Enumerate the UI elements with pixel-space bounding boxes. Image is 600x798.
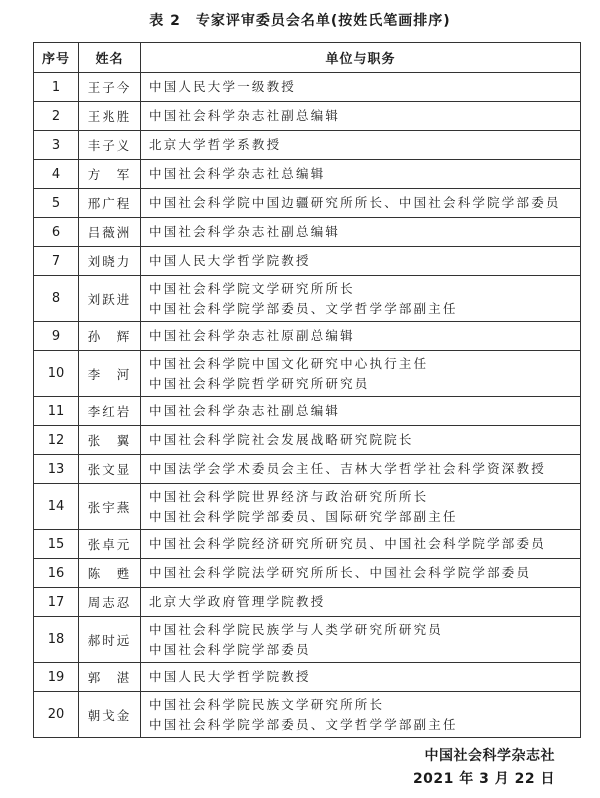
table-row xyxy=(34,351,581,397)
affiliation-line: 中国社会科学杂志社副总编辑 xyxy=(149,224,341,239)
table-row xyxy=(34,276,581,322)
table-row xyxy=(34,617,581,663)
expert-name: 张宇燕 xyxy=(79,484,141,530)
expert-name: 孙 辉 xyxy=(79,322,141,351)
table-row xyxy=(34,322,581,351)
affiliation-cell xyxy=(141,484,581,530)
affiliation-line: 中国社会科学院学部委员、国际研究学部副主任 xyxy=(149,508,458,524)
affiliation-cell xyxy=(141,588,581,617)
header-name: 姓名 xyxy=(79,43,141,73)
affiliation-line: 中国社会科学院文学研究所所长 xyxy=(149,280,355,296)
row-number: 1 xyxy=(34,73,79,102)
expert-name: 张 翼 xyxy=(79,426,141,455)
row-number: 20 xyxy=(34,692,79,738)
affiliation-line: 中国社会科学院中国文化研究中心执行主任 xyxy=(149,355,429,371)
row-number: 9 xyxy=(34,322,79,351)
row-number: 3 xyxy=(34,131,79,160)
footer-publisher: 中国社会科学杂志社 xyxy=(424,748,555,764)
row-number: 11 xyxy=(34,397,79,426)
table-row xyxy=(34,247,581,276)
header-affiliation: 单位与职务 xyxy=(141,43,581,73)
affiliation-cell xyxy=(141,247,581,276)
row-number: 7 xyxy=(34,247,79,276)
affiliation-cell xyxy=(141,218,581,247)
row-number: 17 xyxy=(34,588,79,617)
affiliation-line: 中国社会科学院哲学研究所研究员 xyxy=(149,375,370,391)
table-row xyxy=(34,455,581,484)
footer-date: 2021 年 3 月 22 日 xyxy=(412,771,555,787)
affiliation-cell xyxy=(141,426,581,455)
expert-name: 张卓元 xyxy=(79,530,141,559)
expert-name: 吕薇洲 xyxy=(79,218,141,247)
row-number: 12 xyxy=(34,426,79,455)
expert-name: 周志忍 xyxy=(79,588,141,617)
table-row xyxy=(34,218,581,247)
table-row xyxy=(34,484,581,530)
affiliation-line: 中国社会科学院法学研究所所长、中国社会科学院学部委员 xyxy=(149,565,532,580)
row-number: 4 xyxy=(34,160,79,189)
row-number: 14 xyxy=(34,484,79,530)
row-number: 16 xyxy=(34,559,79,588)
table-title: 表 2 专家评审委员会名单(按姓氏笔画排序) xyxy=(149,13,451,29)
table-row xyxy=(34,131,581,160)
affiliation-cell xyxy=(141,73,581,102)
affiliation-cell xyxy=(141,397,581,426)
affiliation-line: 中国法学会学术委员会主任、吉林大学哲学社会科学资深教授 xyxy=(149,461,546,476)
table-row xyxy=(34,426,581,455)
table-row xyxy=(34,160,581,189)
affiliation-cell xyxy=(141,559,581,588)
affiliation-line: 中国社会科学院学部委员、文学哲学学部副主任 xyxy=(149,300,458,316)
table-row xyxy=(34,102,581,131)
expert-name: 郝时远 xyxy=(79,617,141,663)
row-number: 15 xyxy=(34,530,79,559)
affiliation-line: 中国社会科学杂志社副总编辑 xyxy=(149,108,341,123)
affiliation-cell xyxy=(141,160,581,189)
affiliation-line: 中国人民大学一级教授 xyxy=(149,79,297,94)
expert-name: 丰子义 xyxy=(79,131,141,160)
affiliation-line: 中国社会科学院学部委员 xyxy=(149,641,311,657)
affiliation-line: 中国社会科学院中国边疆研究所所长、中国社会科学院学部委员 xyxy=(149,195,561,210)
affiliation-cell xyxy=(141,692,581,738)
affiliation-line: 中国社会科学院世界经济与政治研究所所长 xyxy=(149,488,429,504)
affiliation-cell xyxy=(141,189,581,218)
table-row xyxy=(34,559,581,588)
expert-name: 朝戈金 xyxy=(79,692,141,738)
expert-name: 张文显 xyxy=(79,455,141,484)
affiliation-line: 中国社会科学院民族文学研究所所长 xyxy=(149,696,385,712)
row-number: 6 xyxy=(34,218,79,247)
row-number: 5 xyxy=(34,189,79,218)
expert-name: 王兆胜 xyxy=(79,102,141,131)
affiliation-cell xyxy=(141,455,581,484)
expert-committee-table xyxy=(33,42,581,738)
affiliation-line: 中国社会科学院社会发展战略研究院院长 xyxy=(149,432,414,447)
table-row xyxy=(34,588,581,617)
affiliation-line: 中国社会科学杂志社副总编辑 xyxy=(149,403,341,418)
affiliation-line: 中国社会科学院民族学与人类学研究所研究员 xyxy=(149,621,444,637)
table-row xyxy=(34,530,581,559)
affiliation-cell xyxy=(141,276,581,322)
row-number: 18 xyxy=(34,617,79,663)
row-number: 19 xyxy=(34,663,79,692)
table-row xyxy=(34,73,581,102)
expert-name: 郭 湛 xyxy=(79,663,141,692)
affiliation-cell xyxy=(141,131,581,160)
header-number: 序号 xyxy=(34,43,79,73)
expert-name: 李 河 xyxy=(79,351,141,397)
affiliation-line: 北京大学哲学系教授 xyxy=(149,137,282,152)
affiliation-cell xyxy=(141,617,581,663)
affiliation-line: 中国人民大学哲学院教授 xyxy=(149,253,311,268)
affiliation-cell xyxy=(141,322,581,351)
affiliation-cell xyxy=(141,351,581,397)
table-row xyxy=(34,692,581,738)
affiliation-cell xyxy=(141,530,581,559)
expert-name: 李红岩 xyxy=(79,397,141,426)
affiliation-line: 中国社会科学院经济研究所研究员、中国社会科学院学部委员 xyxy=(149,536,546,551)
row-number: 13 xyxy=(34,455,79,484)
affiliation-cell xyxy=(141,663,581,692)
table-row xyxy=(34,397,581,426)
affiliation-line: 中国社会科学院学部委员、文学哲学学部副主任 xyxy=(149,716,458,732)
header-row xyxy=(34,43,581,73)
expert-name: 陈 甦 xyxy=(79,559,141,588)
affiliation-cell xyxy=(141,102,581,131)
row-number: 10 xyxy=(34,351,79,397)
expert-name: 刘晓力 xyxy=(79,247,141,276)
expert-name: 王子今 xyxy=(79,73,141,102)
table-row xyxy=(34,663,581,692)
affiliation-line: 中国社会科学杂志社原副总编辑 xyxy=(149,328,355,343)
table-header xyxy=(34,43,581,73)
row-number: 2 xyxy=(34,102,79,131)
table-row xyxy=(34,189,581,218)
table-body xyxy=(34,73,581,738)
expert-name: 方 军 xyxy=(79,160,141,189)
expert-name: 刘跃进 xyxy=(79,276,141,322)
affiliation-line: 北京大学政府管理学院教授 xyxy=(149,594,326,609)
affiliation-line: 中国社会科学杂志社总编辑 xyxy=(149,166,326,181)
row-number: 8 xyxy=(34,276,79,322)
expert-name: 邢广程 xyxy=(79,189,141,218)
affiliation-line: 中国人民大学哲学院教授 xyxy=(149,669,311,684)
